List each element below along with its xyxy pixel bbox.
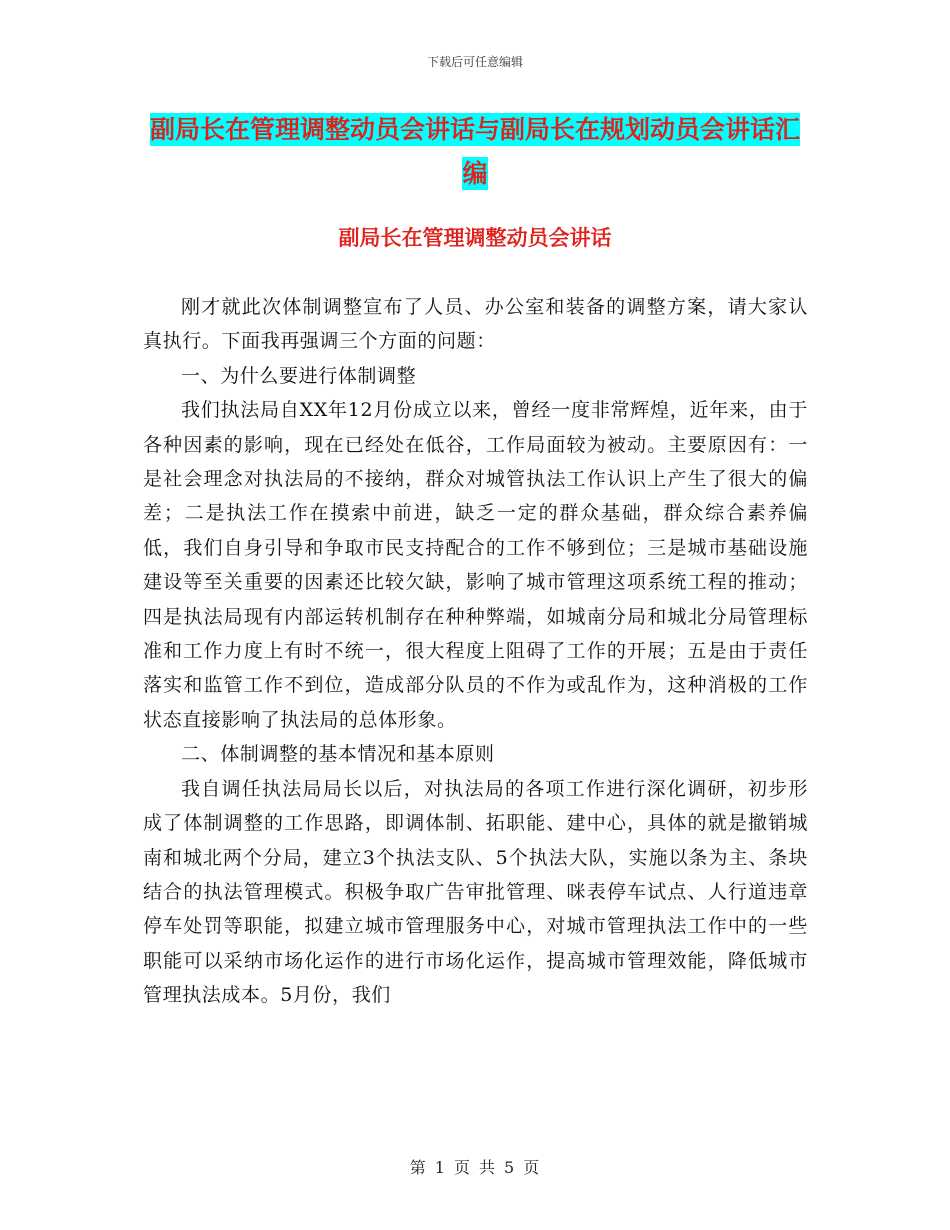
footer-label-page-end: 页 [523, 1158, 541, 1177]
header-note: 下载后可任意编辑 [426, 55, 523, 69]
main-title-text: 副局长在管理调整动员会讲话与副局长在规划动员会讲话汇编 [150, 115, 801, 188]
paragraph-adjustment: 我自调任执法局局长以后，对执法局的各项工作进行深化调研，初步形成了体制调整的工作思路，即调体制、拓职能、建中心，具体的就是撤销城南和城北两个分局，建立3个执法支队、5个执法大队，实施以条为主、条块结合的执法管理模式。积极争取广告审批管理、咪表停车试点、人行道违章停车处罚等职能，拟建立城市管理服务中心，对城市管理执法工作中的一些职能可以采纳市场化运作的进行市场化运作，提高城市管理效能，降低城市管理执法成本。5月份，我们 [143, 777, 808, 1007]
footer-label-first: 第 [409, 1158, 427, 1177]
section-title: 副局长在管理调整动员会讲话 [338, 226, 612, 250]
paragraph-reasons: 我们执法局自XX年12月份成立以来，曾经一度非常辉煌，近年来，由于各种因素的影响，现在已经处在低谷，工作局面较为被动。主要原因有：一是社会理念对执法局的不接纳，群众对城管执法工作认识上产生了很大的偏差；二是执法工作在摸索中前进，缺乏一定的群众基础，群众综合素养偏低，我们自身引导和争取市民支持配合的工作不够到位；三是城市基础设施建设等至关重要的因素还比较欠缺，影响了城市管理这项系统工程的推动；四是执法局现有内部运转机制存在种种弊端，如城南分局和城北分局管理标准和工作力度上有时不统一，很大程度上阻碍了工作的开展；五是由于责任落实和监管工作不到位，造成部分队员的不作为或乱作为，这种消极的工作状态直接影响了执法局的总体形象。 [143, 399, 808, 731]
footer-label-total: 共 [479, 1158, 497, 1177]
paragraph-intro: 刚才就此次体制调整宣布了人员、办公室和装备的调整方案，请大家认真执行。下面我再强调三个方面的问题： [143, 296, 808, 353]
heading-two: 二、体制调整的基本情况和基本原则 [181, 743, 495, 766]
document-main-title [150, 108, 800, 196]
footer-current-page: 1 [434, 1158, 446, 1177]
footer-label-page: 页 [453, 1158, 471, 1177]
page-footer [0, 1155, 950, 1178]
document-body [143, 290, 808, 1013]
heading-one: 一、为什么要进行体制调整 [181, 364, 417, 387]
footer-total-pages: 5 [504, 1158, 516, 1177]
